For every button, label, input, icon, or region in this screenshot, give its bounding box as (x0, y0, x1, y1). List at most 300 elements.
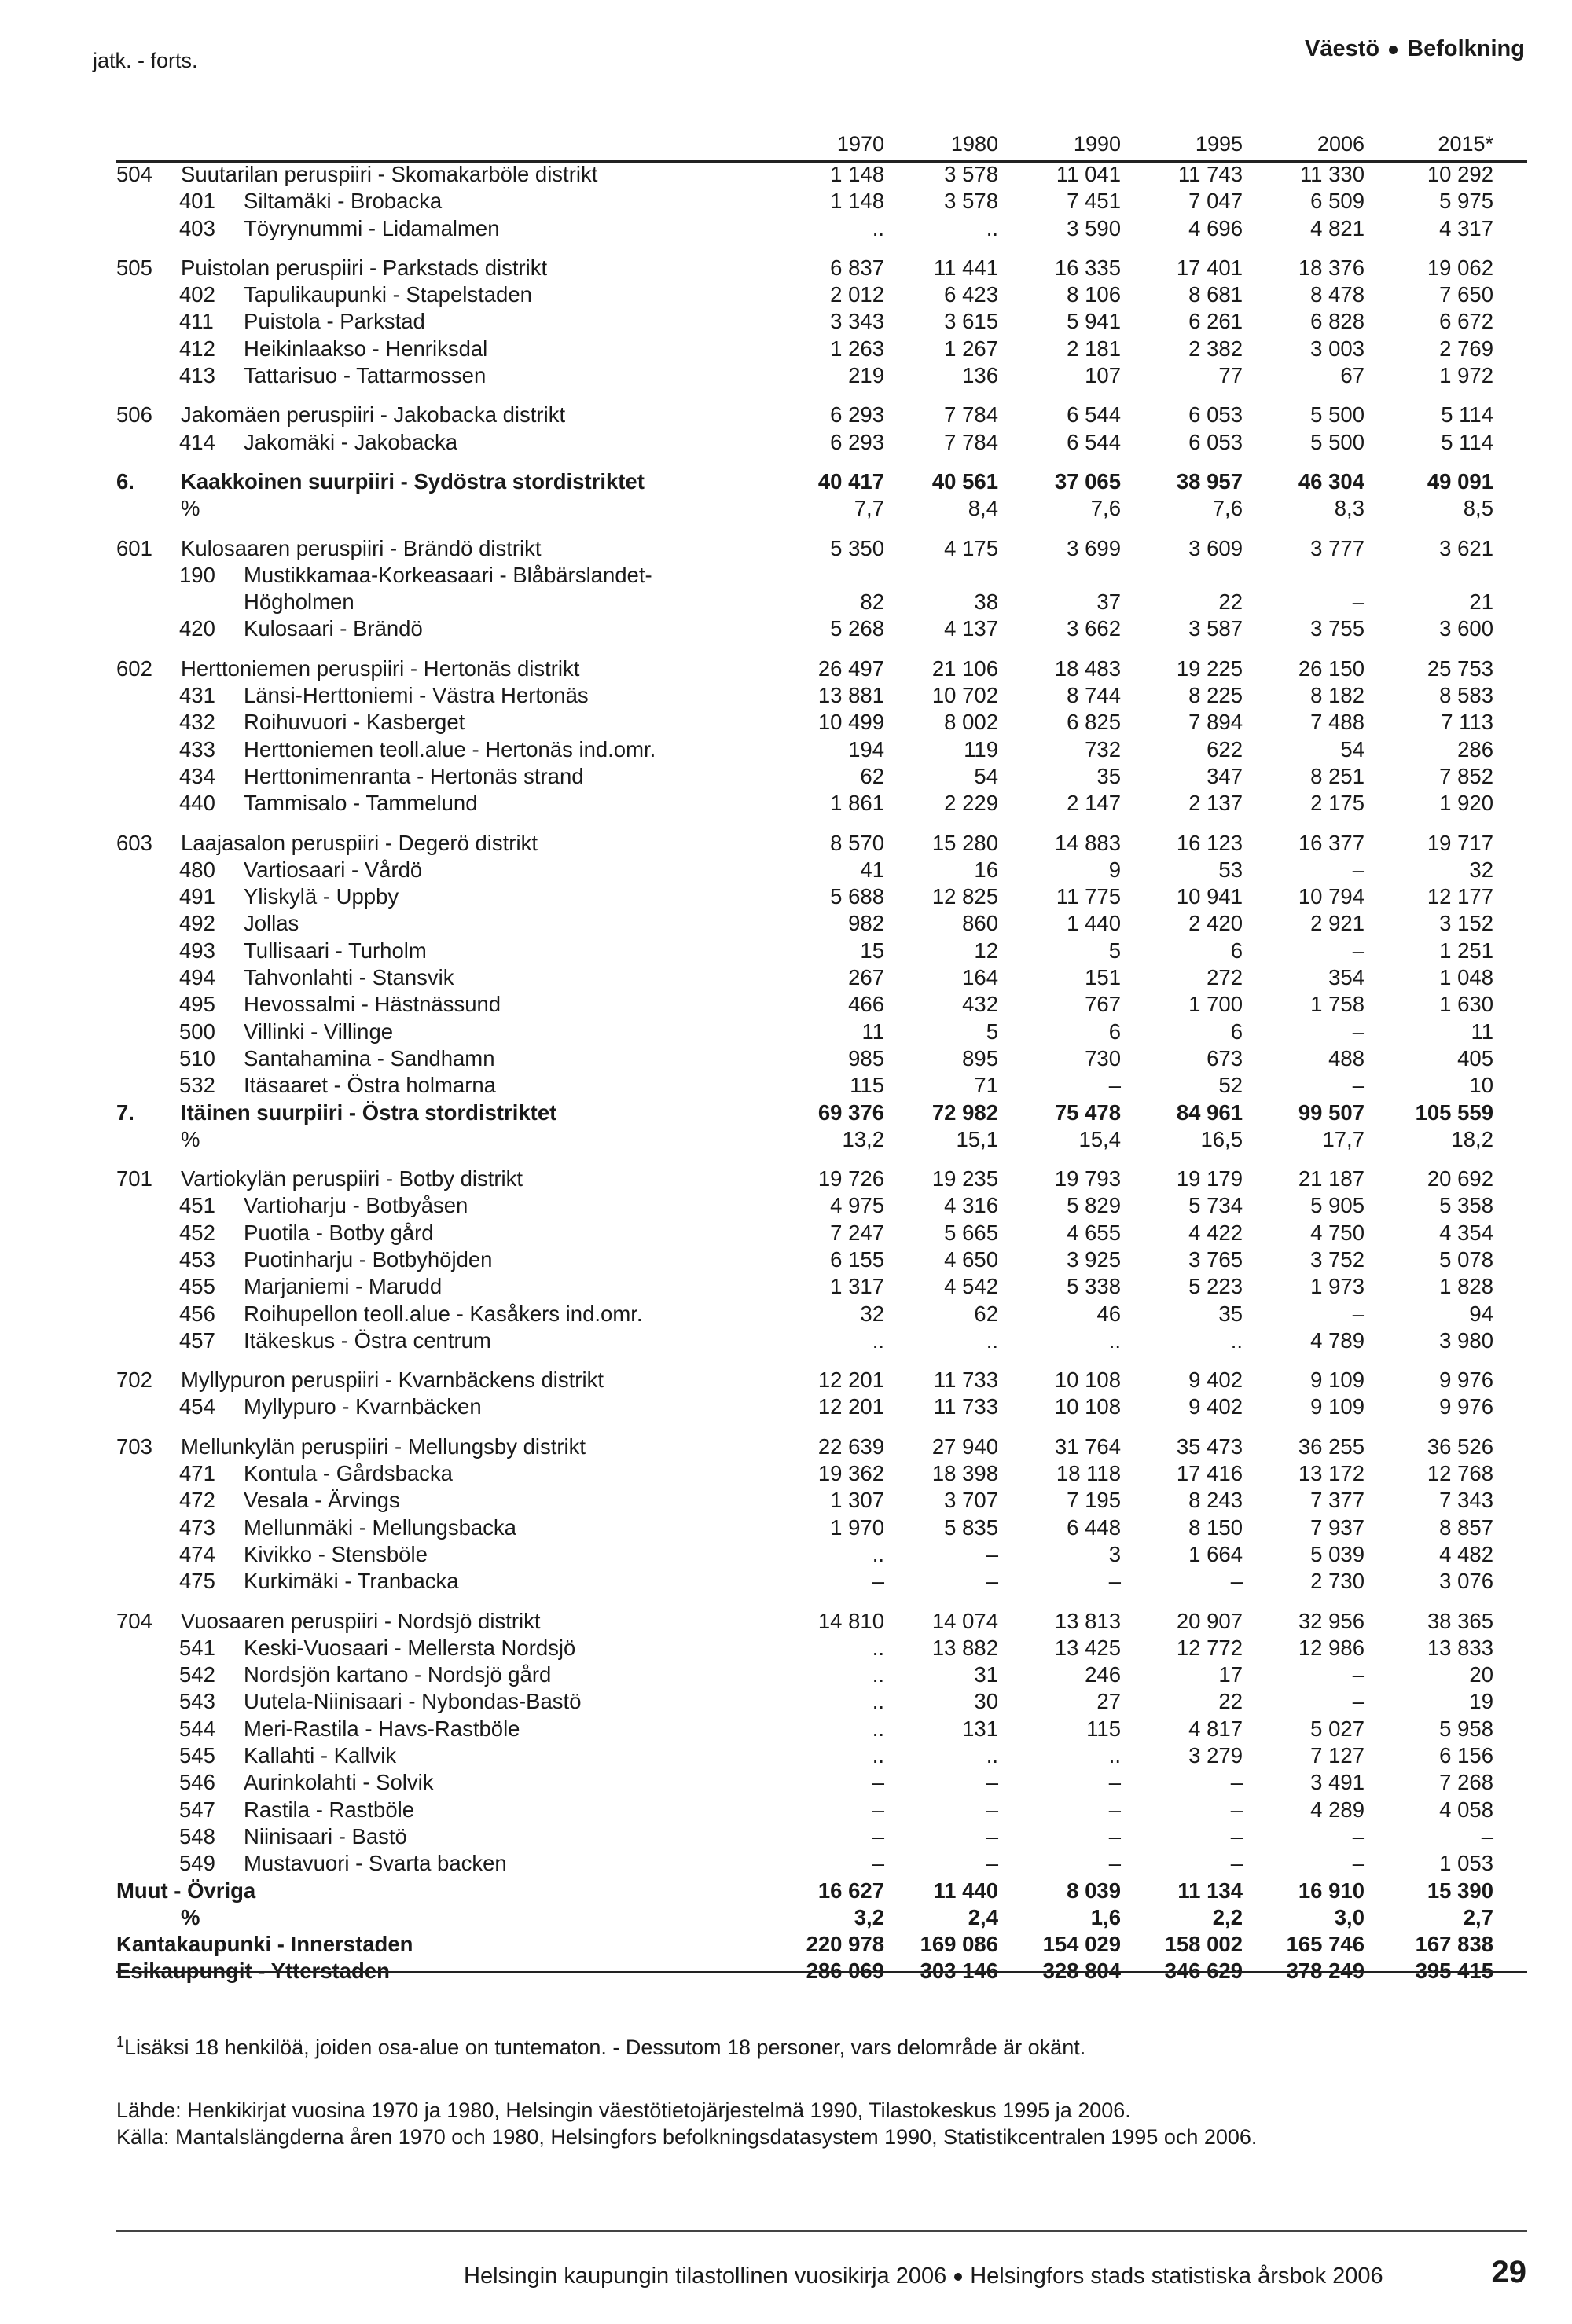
table-row (0, 1460, 1572, 1487)
area-name: Kantakaupunki - Innerstaden (116, 1932, 413, 1957)
population-value: 622 (1207, 736, 1243, 762)
population-value: 1 700 (1188, 992, 1243, 1017)
population-value: 14 810 (817, 1608, 884, 1633)
population-value: 13 833 (1427, 1635, 1493, 1660)
population-value: 7 127 (1310, 1743, 1364, 1768)
population-value: 194 (848, 736, 884, 762)
population-value: 19 793 (1054, 1166, 1121, 1191)
population-value: – (872, 1770, 884, 1795)
area-name: Meri-Rastila - Havs-Rastböle (244, 1716, 520, 1741)
area-name: Puistolan peruspiiri - Parkstads distrikt (181, 255, 548, 280)
population-value: 17 416 (1176, 1461, 1243, 1486)
area-code: 456 (179, 1301, 215, 1326)
area-name: Herttoniemen peruspiiri - Hertonäs distrikt (181, 655, 580, 681)
population-value: 36 255 (1298, 1434, 1364, 1459)
area-name: Hevossalmi - Hästnässund (244, 992, 501, 1017)
area-name: Itäkeskus - Östra centrum (244, 1327, 491, 1353)
population-value: 13 172 (1298, 1461, 1364, 1486)
population-value: 4 655 (1067, 1220, 1121, 1245)
area-name: Rastila - Rastböle (244, 1797, 415, 1822)
area-name: Vesala - Ärvings (244, 1488, 400, 1513)
population-value: 8 570 (830, 830, 884, 855)
population-value: 732 (1085, 736, 1121, 762)
population-value: 14 074 (931, 1608, 998, 1633)
area-name: Puotila - Botby gård (244, 1220, 434, 1245)
population-value: 2,4 (968, 1904, 998, 1929)
area-name: Heikinlaakso - Henriksdal (244, 336, 488, 361)
population-value: 35 473 (1176, 1434, 1243, 1459)
table-row (0, 655, 1572, 682)
area-name: Mustikkamaa-Korkeasaari - Blåbärslandet- (244, 562, 652, 587)
area-name: Tullisaari - Turholm (244, 938, 427, 963)
population-value: 6 053 (1188, 402, 1243, 428)
population-value: 16,5 (1200, 1126, 1243, 1151)
table-row (0, 736, 1572, 763)
population-value: 27 940 (931, 1434, 998, 1459)
population-value: 3 662 (1067, 616, 1121, 641)
population-value: – (986, 1541, 998, 1566)
area-code: 190 (179, 562, 215, 587)
population-value: 11 440 (933, 1878, 998, 1903)
population-value: 13 425 (1054, 1635, 1121, 1660)
area-name: Uutela-Niinisaari - Nybondas-Bastö (244, 1689, 582, 1714)
population-value: 8 681 (1188, 282, 1243, 307)
population-value: 6 544 (1067, 402, 1121, 428)
population-value: 4 750 (1310, 1220, 1364, 1245)
population-value: 62 (860, 763, 884, 788)
area-name: Kontula - Gårdsbacka (244, 1461, 453, 1486)
population-value: 3 755 (1310, 616, 1364, 641)
table-row (0, 429, 1572, 456)
population-value: 69 376 (817, 1100, 884, 1125)
continued-label: jatk. - forts. (93, 49, 198, 72)
population-value: 5 941 (1067, 309, 1121, 334)
population-value: 18 118 (1056, 1461, 1121, 1486)
population-value: 40 561 (931, 468, 998, 494)
population-value: – (986, 1823, 998, 1849)
area-name: Jakomäen peruspiiri - Jakobacka distrikt (181, 402, 566, 428)
population-value: 19 726 (817, 1166, 884, 1191)
population-value: 6 828 (1310, 309, 1364, 334)
population-value: 35 (1096, 763, 1121, 788)
area-name: Itäinen suurpiiri - Östra stordistriktet (181, 1100, 557, 1125)
population-value: – (1230, 1797, 1243, 1822)
population-value: 7 894 (1188, 710, 1243, 735)
area-code: 434 (179, 763, 215, 788)
area-name: Mellunmäki - Mellungsbacka (244, 1514, 516, 1540)
page-footer (464, 2263, 1383, 2289)
table-row (0, 281, 1572, 308)
population-value: .. (872, 1635, 884, 1660)
area-code: 701 (116, 1166, 152, 1191)
population-value: 32 (860, 1301, 884, 1326)
population-value: 4 696 (1188, 215, 1243, 240)
table-row (0, 1850, 1572, 1877)
population-value: 72 982 (931, 1100, 998, 1125)
population-value: 15 280 (931, 830, 998, 855)
population-value: .. (986, 1327, 998, 1353)
population-value: – (1352, 1662, 1364, 1687)
population-value: 26 150 (1298, 655, 1364, 681)
population-value: 4 175 (944, 535, 998, 560)
year-header: 2015* (1438, 132, 1493, 156)
population-value: .. (872, 1716, 884, 1741)
page-number: 29 (1491, 2255, 1526, 2289)
area-code: 493 (179, 938, 215, 963)
population-value: – (1352, 1823, 1364, 1849)
table-row (0, 1072, 1572, 1099)
population-value: 8 150 (1188, 1514, 1243, 1540)
table-row (0, 1220, 1572, 1246)
population-value: 8 225 (1188, 683, 1243, 708)
population-value: 15 (860, 938, 884, 963)
table-row (0, 215, 1572, 242)
population-value: 25 753 (1427, 655, 1493, 681)
population-value: 52 (1218, 1073, 1243, 1098)
population-value: 1 664 (1188, 1541, 1243, 1566)
population-value: – (1108, 1073, 1121, 1098)
year-header: 1995 (1195, 132, 1243, 156)
population-value: 7,7 (854, 496, 884, 521)
population-value: 9 976 (1439, 1394, 1493, 1419)
table-row (0, 682, 1572, 709)
table-row (0, 1931, 1572, 1958)
population-value: 20 907 (1176, 1608, 1243, 1633)
population-value: 11 775 (1056, 884, 1121, 909)
population-value: 35 (1218, 1301, 1243, 1326)
population-value: 38 (974, 589, 998, 615)
population-value: 405 (1457, 1045, 1493, 1070)
population-value: .. (986, 1743, 998, 1768)
population-value: 151 (1085, 965, 1121, 990)
population-value: 54 (974, 763, 998, 788)
population-value: 20 692 (1427, 1166, 1493, 1191)
population-value: 16 377 (1298, 830, 1364, 855)
population-value: 220 978 (806, 1932, 884, 1957)
population-value: 5 958 (1439, 1716, 1493, 1741)
population-value: 12 177 (1427, 884, 1493, 909)
population-value: 5 358 (1439, 1193, 1493, 1218)
population-value: 2 730 (1310, 1569, 1364, 1594)
population-value: – (986, 1569, 998, 1594)
population-value: 4 316 (944, 1193, 998, 1218)
population-value: 169 086 (920, 1932, 998, 1957)
population-value: 1 758 (1310, 992, 1364, 1017)
population-value: 16 (974, 857, 998, 882)
population-value: 286 069 (806, 1959, 884, 1984)
population-value: 6 (1108, 1019, 1121, 1044)
population-value: 5 268 (830, 616, 884, 641)
population-value: 38 957 (1176, 468, 1243, 494)
population-value: – (1352, 1073, 1364, 1098)
area-name: Esikaupungit - Ytterstaden (116, 1959, 390, 1984)
population-value: – (1481, 1823, 1493, 1849)
population-value: 3 925 (1067, 1246, 1121, 1272)
population-value: 3 076 (1439, 1569, 1493, 1594)
population-value: 12 201 (817, 1394, 884, 1419)
population-value: 26 497 (817, 655, 884, 681)
population-value: 5 734 (1188, 1193, 1243, 1218)
population-value: 4 789 (1310, 1327, 1364, 1353)
population-value: – (1108, 1569, 1121, 1594)
table-row (0, 763, 1572, 790)
population-value: 13 881 (817, 683, 884, 708)
population-value: 37 (1096, 589, 1121, 615)
population-value: 3 980 (1439, 1327, 1493, 1353)
population-value: – (872, 1851, 884, 1876)
area-code: 504 (116, 162, 152, 186)
population-value: 9 976 (1439, 1368, 1493, 1393)
table-row (0, 1541, 1572, 1568)
population-value: 1 970 (830, 1514, 884, 1540)
area-name: Nordsjön kartano - Nordsjö gård (244, 1662, 552, 1687)
table-row (0, 1568, 1572, 1595)
population-value: 4 137 (944, 616, 998, 641)
section-header (1305, 36, 1525, 62)
area-code: 495 (179, 992, 215, 1017)
population-value: 5 027 (1310, 1716, 1364, 1741)
area-name: Puotinharju - Botbyhöjden (244, 1246, 493, 1272)
population-value: 328 804 (1042, 1959, 1121, 1984)
population-value: 7 937 (1310, 1514, 1364, 1540)
population-value: – (1352, 938, 1364, 963)
population-value: 7 852 (1439, 763, 1493, 788)
population-value: 4 482 (1439, 1541, 1493, 1566)
year-header: 1970 (836, 132, 884, 156)
area-code: 454 (179, 1394, 215, 1419)
population-value: .. (872, 1689, 884, 1714)
population-value: 8 182 (1310, 683, 1364, 708)
table-row (0, 468, 1572, 495)
population-value: 272 (1207, 965, 1243, 990)
area-name: Kivikko - Stensböle (244, 1541, 428, 1566)
population-value: 3 (1108, 1541, 1121, 1566)
section-title-fi: Väestö (1305, 36, 1380, 61)
table-row (0, 495, 1572, 522)
footer-title-fi: Helsingin kaupungin tilastollinen vuosikirja 2006 (464, 2263, 947, 2289)
population-value: 8,3 (1334, 496, 1364, 521)
population-value: 15,1 (956, 1126, 998, 1151)
table-row (0, 883, 1572, 910)
table-row (0, 1100, 1572, 1126)
population-value: 13 813 (1054, 1608, 1121, 1633)
population-value: 18 483 (1054, 655, 1121, 681)
population-value: 4 289 (1310, 1797, 1364, 1822)
population-value: 4 817 (1188, 1716, 1243, 1741)
population-value: 1 251 (1439, 938, 1493, 963)
population-value: 136 (962, 363, 998, 388)
population-value: 1 048 (1439, 965, 1493, 990)
population-value: 3 699 (1067, 535, 1121, 560)
area-name: Kurkimäki - Tranbacka (244, 1569, 459, 1594)
area-code: 545 (179, 1743, 215, 1768)
population-value: 286 (1457, 736, 1493, 762)
population-value: 3 343 (830, 309, 884, 334)
population-value: 5 (1108, 938, 1121, 963)
population-value: 11 743 (1177, 162, 1243, 186)
population-value: 119 (964, 736, 998, 762)
population-value: 7 113 (1441, 710, 1493, 735)
area-name: % (181, 1904, 200, 1929)
footnote-mark: 1 (116, 2034, 125, 2050)
table-bottom-rule (116, 1971, 1527, 1973)
population-value: 154 029 (1042, 1932, 1121, 1957)
table-row (0, 1514, 1572, 1541)
population-value: – (1230, 1569, 1243, 1594)
population-value: 10 292 (1427, 162, 1493, 186)
population-value: 1 972 (1439, 363, 1493, 388)
population-value: 53 (1218, 857, 1243, 882)
area-name: Marjaniemi - Marudd (244, 1274, 443, 1299)
table-row (0, 308, 1572, 335)
population-value: – (872, 1569, 884, 1594)
year-header: 2006 (1317, 132, 1364, 156)
population-value: 15,4 (1078, 1126, 1121, 1151)
population-value: 12 986 (1298, 1635, 1364, 1660)
table-row (0, 857, 1572, 883)
area-name: Laajasalon peruspiiri - Degerö distrikt (181, 830, 538, 855)
population-value: 12 825 (931, 884, 998, 909)
population-value: 10 108 (1054, 1394, 1121, 1419)
table-row (0, 1367, 1572, 1393)
population-value: – (872, 1823, 884, 1849)
population-value: .. (872, 1541, 884, 1566)
population-value: 131 (962, 1716, 998, 1741)
area-code: 451 (179, 1193, 215, 1218)
population-value: 7 488 (1310, 710, 1364, 735)
table-row (0, 1904, 1572, 1931)
table-row (0, 188, 1572, 215)
population-value: 432 (962, 992, 998, 1017)
table-row (0, 589, 1572, 615)
population-value: – (1352, 1301, 1364, 1326)
population-value: 3,2 (854, 1904, 884, 1929)
area-name: Kallahti - Kallvik (244, 1743, 397, 1768)
population-value: 18 398 (931, 1461, 998, 1486)
table-row (0, 562, 1572, 589)
population-value: – (1108, 1797, 1121, 1822)
population-value: 4 058 (1439, 1797, 1493, 1822)
source-sv: Källa: Mantalslängderna åren 1970 och 1980, Helsingfors befolkningsdatasystem 1990, Statistikcentralen 1995 och 2006. (116, 2125, 1258, 2149)
population-value: 7 195 (1067, 1488, 1121, 1513)
area-code: 411 (179, 309, 214, 334)
population-value: 1 861 (830, 791, 884, 816)
population-value: 7 047 (1188, 189, 1243, 214)
population-value: 1 440 (1067, 911, 1121, 936)
area-code: 440 (179, 791, 215, 816)
population-value: – (1352, 1689, 1364, 1714)
area-name: Mellunkylän peruspiiri - Mellungsby distrikt (181, 1434, 586, 1459)
bullet-icon (1389, 46, 1398, 54)
population-value: 488 (1328, 1045, 1364, 1070)
population-value: 4 422 (1188, 1220, 1243, 1245)
population-value: 347 (1207, 763, 1243, 788)
population-value: 8 251 (1310, 763, 1364, 788)
population-value: 6 (1230, 938, 1243, 963)
area-code: 471 (179, 1461, 215, 1486)
population-value: 6 293 (830, 429, 884, 454)
area-name: Roihuvuori - Kasberget (244, 710, 465, 735)
area-code: 494 (179, 965, 215, 990)
population-value: 4 317 (1439, 215, 1493, 240)
population-value: 18 376 (1298, 255, 1364, 280)
area-code: 544 (179, 1716, 215, 1741)
population-value: 84 961 (1176, 1100, 1243, 1125)
area-code: 472 (179, 1488, 215, 1513)
population-value: 3 587 (1188, 616, 1243, 641)
population-value: 37 065 (1054, 468, 1121, 494)
population-value: 7 343 (1439, 1488, 1493, 1513)
population-value: 982 (848, 911, 884, 936)
area-name: Suutarilan peruspiiri - Skomakarböle distrikt (181, 162, 598, 186)
population-value: 9 (1108, 857, 1121, 882)
population-value: .. (872, 215, 884, 240)
table-row (0, 402, 1572, 428)
area-name: Myllypuron peruspiiri - Kvarnbäckens distrikt (181, 1368, 604, 1393)
table-row (0, 1301, 1572, 1327)
population-value: 9 402 (1188, 1368, 1243, 1393)
area-code: 704 (116, 1608, 152, 1633)
population-value: 860 (962, 911, 998, 936)
population-value: 12 201 (817, 1368, 884, 1393)
table-row (0, 1716, 1572, 1742)
area-code: 432 (179, 710, 215, 735)
population-value: 11 733 (933, 1368, 998, 1393)
population-value: 3 003 (1310, 336, 1364, 361)
population-value: – (1352, 589, 1364, 615)
population-value: 11 (1471, 1019, 1493, 1044)
population-value: 1 317 (830, 1274, 884, 1299)
population-value: 8 478 (1310, 282, 1364, 307)
area-code: 602 (116, 655, 152, 681)
area-name: Keski-Vuosaari - Mellersta Nordsjö (244, 1635, 576, 1660)
population-value: 71 (974, 1073, 998, 1098)
population-value: 2 420 (1188, 911, 1243, 936)
population-value: 7 247 (830, 1220, 884, 1245)
population-value: 31 764 (1054, 1434, 1121, 1459)
population-value: 673 (1207, 1045, 1243, 1070)
population-value: 6 672 (1439, 309, 1493, 334)
table-row (0, 938, 1572, 964)
footer-title-sv: Helsingfors stads statistiska årsbok 2006 (970, 2263, 1383, 2289)
population-value: – (1352, 1851, 1364, 1876)
population-value: 6 448 (1067, 1514, 1121, 1540)
population-value: 3 578 (944, 189, 998, 214)
population-value: 30 (974, 1689, 998, 1714)
population-value: – (1352, 857, 1364, 882)
population-value: 1 920 (1439, 791, 1493, 816)
area-code: 702 (116, 1368, 152, 1393)
population-value: 7 650 (1439, 282, 1493, 307)
population-value: 6 544 (1067, 429, 1121, 454)
population-value: 41 (860, 857, 884, 882)
population-value: 10 702 (931, 683, 998, 708)
area-name: Länsi-Herttoniemi - Västra Hertonäs (244, 683, 589, 708)
area-code: 500 (179, 1019, 215, 1044)
population-value: 8 243 (1188, 1488, 1243, 1513)
population-value: 17,7 (1322, 1126, 1364, 1151)
table-row (0, 1688, 1572, 1715)
area-name: Vartioharju - Botbyåsen (244, 1193, 468, 1218)
population-value: – (1108, 1823, 1121, 1849)
population-value: 18,2 (1451, 1126, 1493, 1151)
population-value: 6 155 (830, 1246, 884, 1272)
population-value: 6 825 (1067, 710, 1121, 735)
table-row (0, 1393, 1572, 1420)
population-value: 3 707 (944, 1488, 998, 1513)
area-code: 452 (179, 1220, 215, 1245)
bullet-icon (954, 2273, 962, 2281)
